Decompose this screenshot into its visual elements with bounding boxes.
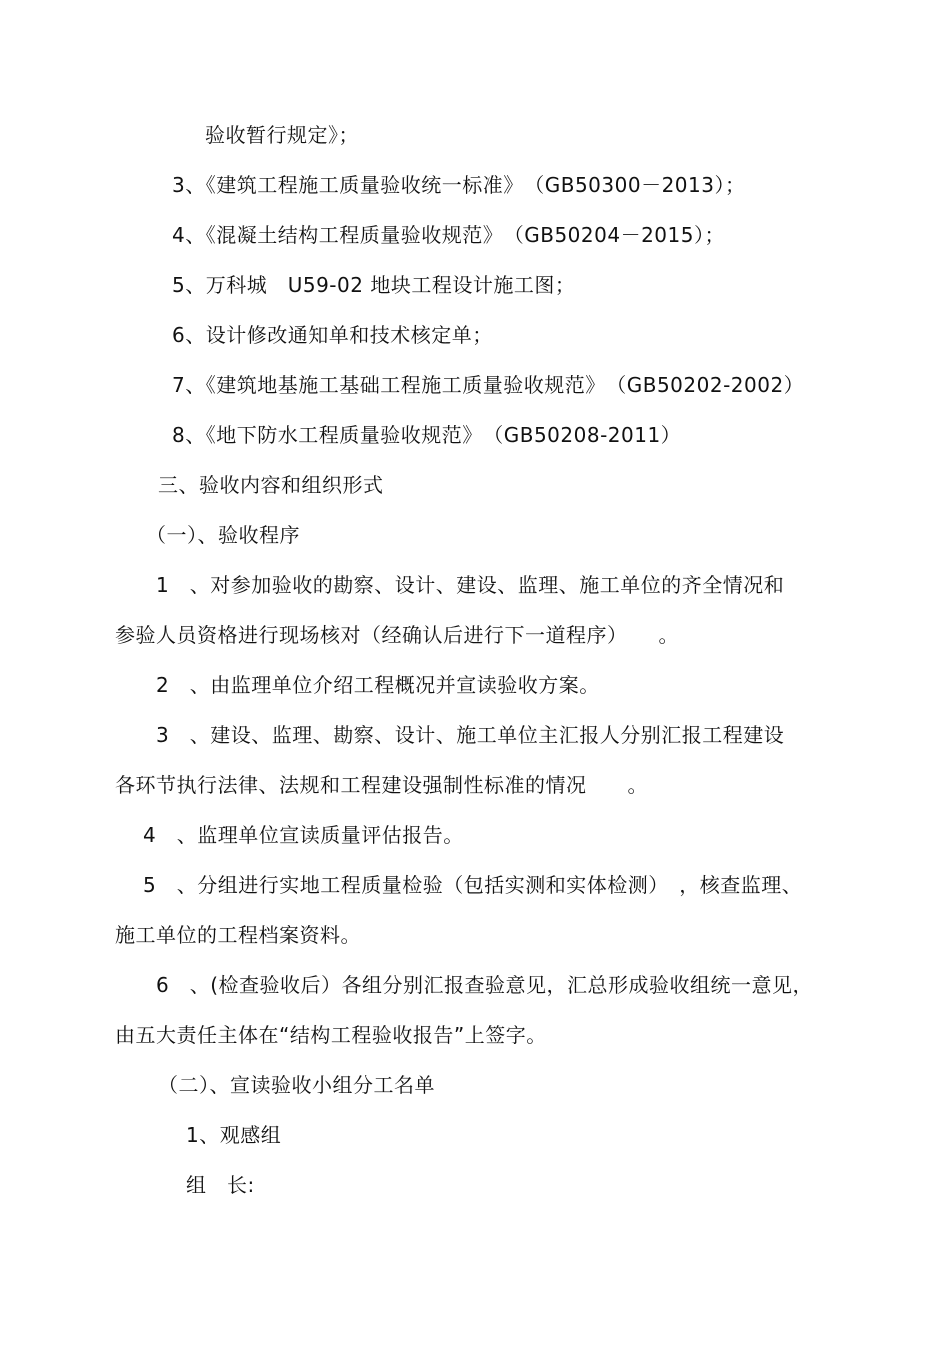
text-line: 6 、(检查验收后）各组分别汇报查验意见，汇总形成验收组统一意见， <box>156 973 814 997</box>
text-line: 5、万科城 U59-02 地块工程设计施工图； <box>172 273 576 297</box>
text-line: 1 、对参加验收的勘察、设计、建设、监理、施工单位的齐全情况和 <box>156 573 785 597</box>
text-line: 1、观感组 <box>186 1123 282 1147</box>
text-line: 参验人员资格进行现场核对（经确认后进行下一道程序） 。 <box>115 623 679 647</box>
text-line: 6、设计修改通知单和技术核定单； <box>172 323 493 347</box>
text-line: 组 长: <box>186 1173 255 1197</box>
text-line: 3 、建设、监理、勘察、设计、施工单位主汇报人分别汇报工程建设 <box>156 723 785 747</box>
text-line: 3、《建筑工程施工质量验收统一标准》 （GB50300－2013）； <box>172 173 746 197</box>
text-line: 5 、分组进行实地工程质量检验（包括实测和实体检测） ，核查监理、 <box>143 873 803 897</box>
text-line: 4 、监理单位宣读质量评估报告。 <box>143 823 464 847</box>
text-line: 验收暂行规定》； <box>205 123 359 147</box>
text-line: 2 、由监理单位介绍工程概况并宣读验收方案。 <box>156 673 600 697</box>
text-line: 由五大责任主体在“结构工程验收报告”上签字。 <box>115 1023 547 1047</box>
subsection-heading: （二）、宣读验收小组分工名单 <box>158 1073 435 1097</box>
text-line: 8、《地下防水工程质量验收规范》 （GB50208-2011） <box>172 423 682 447</box>
text-line: 各环节执行法律、法规和工程建设强制性标准的情况 。 <box>115 773 648 797</box>
text-line: 4、《混凝土结构工程质量验收规范》 （GB50204－2015）； <box>172 223 725 247</box>
subsection-heading: （一）、验收程序 <box>146 523 300 547</box>
text-line: 7、《建筑地基施工基础工程施工质量验收规范》 （GB50202-2002） <box>172 373 805 397</box>
section-heading: 三、验收内容和组织形式 <box>158 473 384 497</box>
text-line: 施工单位的工程档案资料。 <box>115 923 361 947</box>
